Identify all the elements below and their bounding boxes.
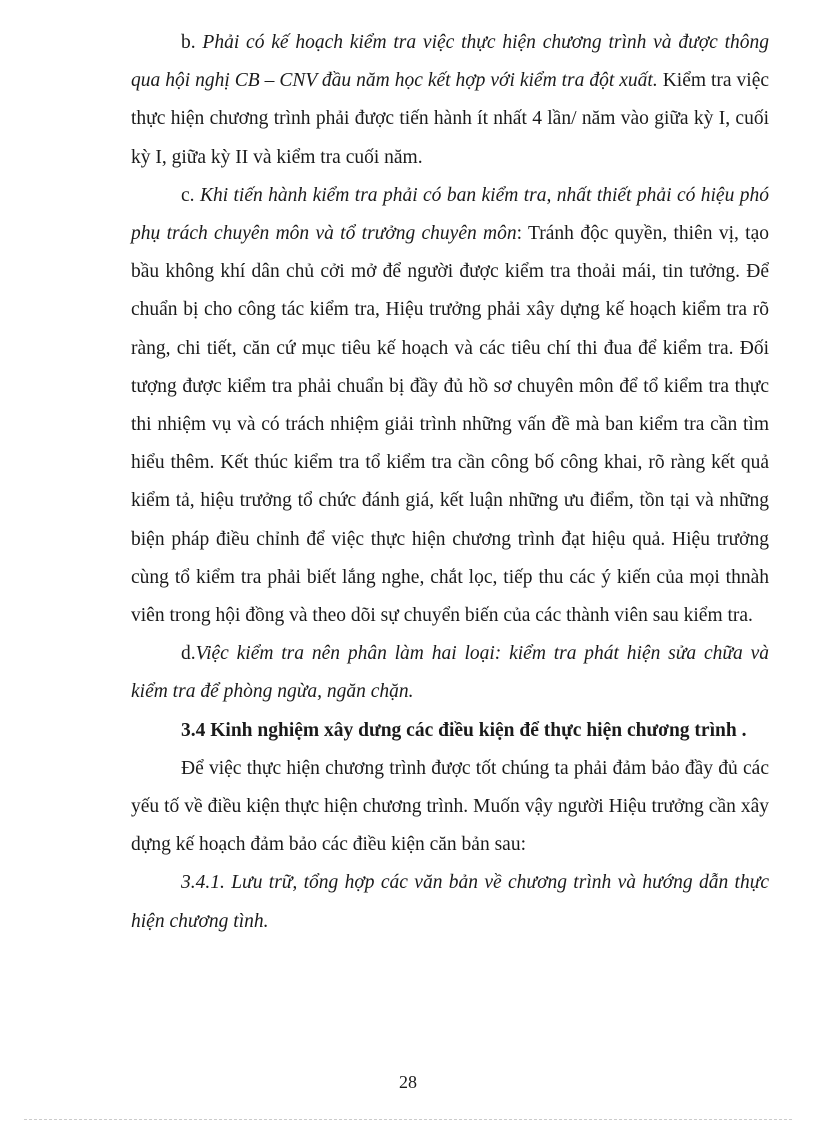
paragraph-c-text: : Tránh độc quyền, thiên vị, tạo bầu không khí dân chủ cởi mở để người được kiểm tra thoải mái, tin tưởng. Để chuẩn bị cho công tác kiểm tra, Hiệu trưởng phải xây dựng kế hoạch kiểm tra rõ ràng, chi tiết, căn cứ mục tiêu kế hoạch và các tiêu chí thi đua để kiểm tra. Đối tượng được kiểm tra phải chuẩn bị đầy đủ hồ sơ chuyên môn để tổ kiểm tra thực thi nhiệm vụ và có trách nhiệm giải trình những vấn đề mà ban kiểm tra cần tìm hiểu thêm. Kết thúc kiểm tra tổ kiểm tra cần công bố công khai, rõ ràng kết quả kiểm tả, hiệu trưởng tổ chức đánh giá, kết luận những ưu điểm, tồn tại và những biện pháp điều chỉnh để việc thực hiện chương trình đạt hiệu quả. Hiệu trưởng cùng tổ kiểm tra phải biết lắng nghe, chắt lọc, tiếp thu các ý kiến của mọi thnàh viên trong hội đồng và theo dõi sự chuyển biến của các thành viên sau kiểm tra. (131, 223, 769, 627)
paragraph-d-marker: d. (181, 643, 196, 665)
section-heading: 3.4 Kinh nghiệm xây dưng các điều kiện để thực hiện chương trình . (181, 719, 747, 741)
paragraph-b-italic: Phải có kế hoạch kiểm tra việc thực hiện chương trình và được thông qua hội nghị CB – CNV đầu năm học kết hợp với kiểm tra đột xuất. (131, 32, 770, 92)
paragraph-d (131, 635, 769, 711)
section-body: Để việc thực hiện chương trình được tốt chúng ta phải đảm bảo đầy đủ các yếu tố về điều kiện thực hiện chương trình. Muốn vậy người Hiệu trưởng cần xây dựng kế hoạch đảm bảo các điều kiện căn bản sau: (131, 757, 769, 856)
document-page (131, 24, 769, 941)
page-bottom-divider (24, 1119, 792, 1120)
paragraph-c-marker: c. (181, 184, 200, 206)
paragraph-b (131, 24, 769, 177)
paragraph-d-italic: Việc kiểm tra nên phân làm hai loại: kiểm tra phát hiện sửa chữa và kiểm tra để phòng ngừa, ngăn chặn. (131, 643, 769, 703)
paragraph-b-marker: b. (181, 32, 203, 53)
paragraph-c-italic: Khi tiến hành kiểm tra phải có ban kiểm tra, nhất thiết phải có hiệu phó phụ trách chuyên môn và tổ trưởng chuyên môn (131, 184, 769, 245)
page-number: 28 (399, 1072, 417, 1092)
paragraph-b-text: Kiểm tra việc thực hiện chương trình phải được tiến hành ít nhất 4 lần/ năm vào giữa kỳ I, cuối kỳ I, giữa kỳ II và kiểm tra cuối năm. (131, 70, 770, 168)
paragraph-c (131, 177, 769, 635)
subsection-heading: 3.4.1. Lưu trữ, tổng hợp các văn bản về chương trình và hướng dẫn thực hiện chương tình. (131, 872, 769, 932)
